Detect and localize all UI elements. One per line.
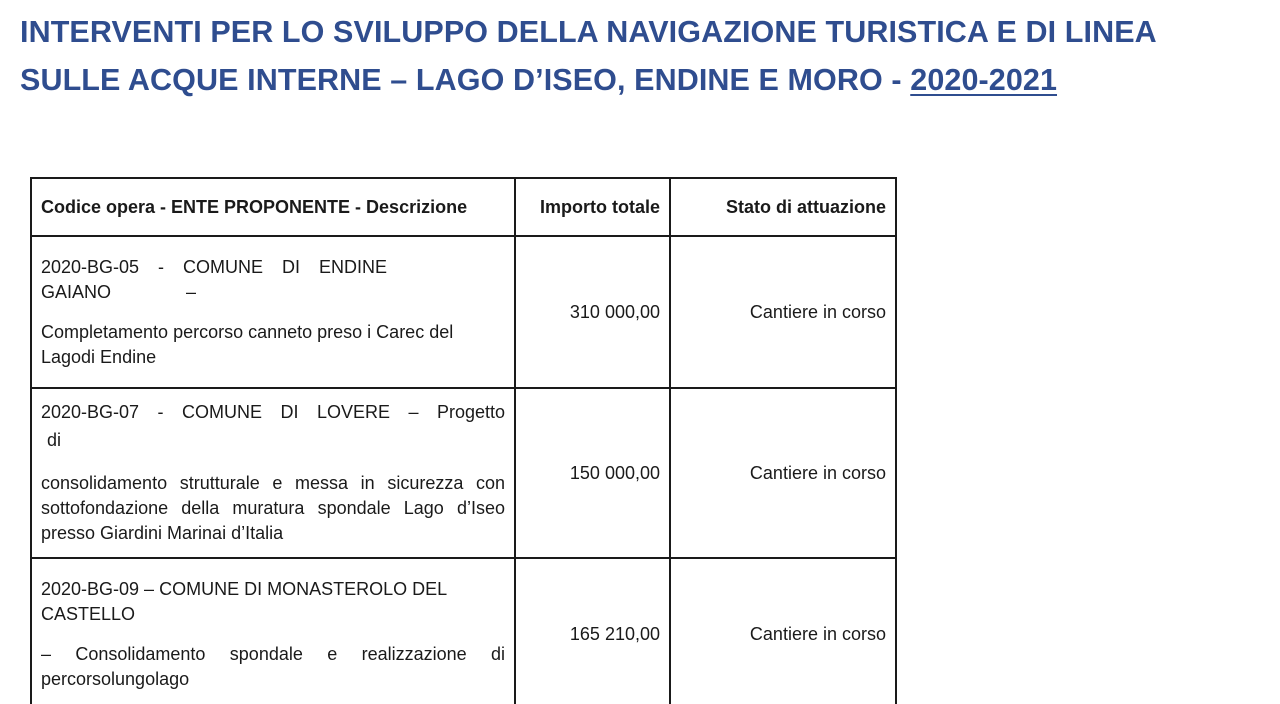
works-table [30,177,897,704]
title-line-2 [20,56,1270,104]
row-status: Cantiere in corso [670,558,896,704]
title-year: 2020-2021 [910,63,1058,97]
row-description [31,558,515,704]
title-line-2-text: SULLE ACQUE INTERNE – LAGO D’ISEO, ENDINE E MORO - [20,63,911,97]
header-status: Stato di attuazione [670,178,896,236]
row-status: Cantiere in corso [670,236,896,388]
row-amount: 310 000,00 [515,236,670,388]
row-status: Cantiere in corso [670,388,896,558]
row-body: – Consolidamento spondale e realizzazione di percorsolungolago [41,643,505,689]
table-row [31,388,896,558]
row-description [31,388,515,558]
row-heading-line-1: 2020-BG-09 – COMUNE DI MONASTEROLO DEL [41,578,448,599]
table-row [31,558,896,704]
row-description [31,236,515,388]
row-amount: 165 210,00 [515,558,670,704]
document-title [20,8,1270,104]
row-heading-line-1: 2020-BG-07 - COMUNE DI LOVERE – Progetto [41,402,505,422]
row-heading [41,400,505,456]
row-heading-line-1: 2020-BG-05 - COMUNE DI ENDINE [41,256,388,277]
row-body: consolidamento strutturale e messa in sicurezza con sottofondazione della muratura spondale Lago d’Iseo presso Giardini Marinai d’Italia [41,473,505,543]
title-line-1: INTERVENTI PER LO SVILUPPO DELLA NAVIGAZIONE TURISTICA E DI LINEA [20,15,1157,49]
header-amount: Importo totale [515,178,670,236]
table-header-row [31,178,896,236]
row-heading-line-2: CASTELLO [41,603,136,624]
row-heading [41,577,505,627]
row-heading [41,255,505,305]
header-description: Codice opera - ENTE PROPONENTE - Descrizione [31,178,515,236]
row-heading-line-2: di [47,430,62,450]
row-body: Completamento percorso canneto preso i Carec del Lagodi Endine [41,321,454,367]
row-heading-line-2: GAIANO – [41,281,197,302]
table-row [31,236,896,388]
row-amount: 150 000,00 [515,388,670,558]
